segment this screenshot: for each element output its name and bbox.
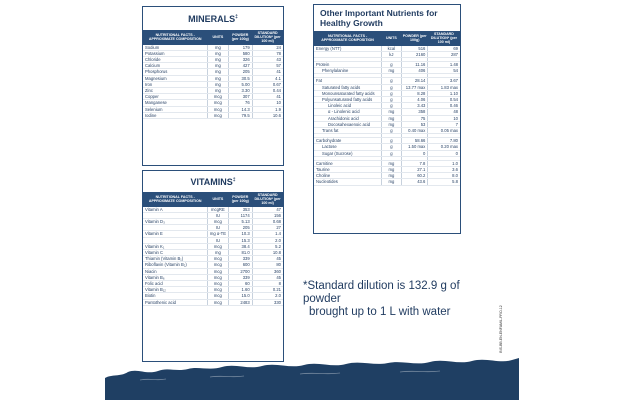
dilution-value: 0.20 max: [428, 144, 460, 150]
unit-cell: mg: [207, 69, 228, 75]
nutrient-name: Sugar (Sucrose): [314, 150, 381, 156]
dilution-value: 2.0: [252, 293, 283, 299]
powder-value: 0: [402, 150, 428, 156]
nutrient-name: Riboflavin (Vitamin B₂): [143, 262, 207, 268]
powder-value: 406: [402, 68, 428, 74]
powder-value: 353: [228, 207, 252, 213]
header-units: UNITS: [207, 30, 228, 45]
vitamins-table: [143, 192, 283, 306]
nutrient-name: Polyunsaturated fatty acids: [314, 97, 381, 103]
nutrient-name: Vitamin E: [143, 231, 207, 237]
powder-value: 179: [228, 45, 252, 51]
header-powder: POWDER (per 100g): [228, 30, 252, 45]
dilution-value: 24: [252, 45, 283, 51]
unit-cell: mg: [381, 121, 401, 127]
unit-cell: g: [381, 78, 401, 84]
unit-cell: mcg: [207, 293, 228, 299]
powder-value: 13.77 max: [402, 84, 428, 90]
unit-cell: mcg: [207, 281, 228, 287]
dilution-value: 0.68: [252, 219, 283, 225]
mineral-row: [143, 112, 283, 118]
nutrient-name: Choline: [314, 173, 381, 179]
header-powder: POWDER (per 100g): [402, 31, 428, 46]
unit-cell: mcg: [207, 94, 228, 100]
nutrient-name: Iron: [143, 81, 207, 87]
unit-cell: IU: [207, 212, 228, 218]
nutrient-name: Saturated fatty acids: [314, 84, 381, 90]
nutrient-name: Fat: [314, 78, 381, 84]
unit-cell: mg: [381, 173, 401, 179]
nutrient-name: Trans fat: [314, 128, 381, 134]
powder-value: 205: [228, 69, 252, 75]
dilution-value: 41: [252, 94, 283, 100]
dilution-value: 10.8: [252, 250, 283, 256]
powder-value: 60: [228, 281, 252, 287]
dilution-value: 156: [252, 212, 283, 218]
dilution-value: 45: [252, 256, 283, 262]
unit-cell: mcg: [207, 106, 228, 112]
unit-cell: mcg: [207, 100, 228, 106]
unit-cell: mcg: [207, 299, 228, 305]
nutrient-name: Protein: [314, 62, 381, 68]
dilution-value: 5.2: [252, 243, 283, 249]
nutrient-name: Calcium: [143, 63, 207, 69]
powder-value: 11.16: [402, 62, 428, 68]
powder-value: 205: [228, 225, 252, 231]
unit-cell: mcg: [207, 112, 228, 118]
powder-value: 516: [402, 46, 428, 52]
dilution-value: 1.4: [252, 231, 283, 237]
nutrients-panel: [313, 4, 461, 234]
unit-cell: g: [381, 103, 401, 109]
unit-cell: mcg: [207, 256, 228, 262]
unit-cell: mcgRE: [207, 207, 228, 213]
unit-cell: g: [381, 150, 401, 156]
minerals-table-header: [143, 30, 283, 45]
vitamins-title: [143, 171, 283, 192]
powder-value: 58.66: [402, 138, 428, 144]
product-code: [496, 300, 506, 360]
powder-value: 0.40 max: [402, 128, 428, 134]
dilution-value: 3.67: [428, 78, 460, 84]
powder-value: 43.6: [402, 179, 428, 185]
powder-value: 27.1: [402, 167, 428, 173]
header-units: UNITS: [207, 192, 228, 207]
nutrient-row: [314, 179, 460, 185]
header-dilution: STANDARD DILUTION* (per 100 ml): [428, 31, 460, 46]
nutrient-name: Nucleotides: [314, 179, 381, 185]
dilution-value: 7.80: [428, 138, 460, 144]
nutrient-name: Potassium: [143, 50, 207, 56]
dilution-value: 10: [428, 115, 460, 121]
unit-cell: mg: [207, 57, 228, 63]
powder-value: 76: [228, 100, 252, 106]
unit-cell: IU: [207, 225, 228, 231]
dilution-value: 4.1: [252, 75, 283, 81]
footnote-line2: brought up to 1 L with water: [309, 306, 451, 318]
nutrient-name: Magnesium: [143, 75, 207, 81]
powder-value: 5.13: [228, 219, 252, 225]
nutrient-name: Docosahexaenoic acid: [314, 121, 381, 127]
wave-highlight: [140, 371, 440, 380]
product-code-text: BIS-BB-EN-ENFAMIL-PRO-12: [499, 305, 503, 353]
nutrient-name: Monounsaturated fatty acids: [314, 90, 381, 96]
powder-value: 15.3: [228, 237, 252, 243]
powder-value: 53: [402, 121, 428, 127]
header-composition: NUTRITIONAL FACTS - APPROXIMATE COMPOSITION: [143, 30, 207, 45]
powder-value: 1.50 max: [402, 144, 428, 150]
unit-cell: kcal: [381, 46, 401, 52]
unit-cell: mg: [381, 160, 401, 166]
nutrients-table: [314, 31, 460, 186]
powder-value: 60.2: [402, 173, 428, 179]
nutrient-name: Vitamin B₆: [143, 274, 207, 280]
powder-value: 75: [402, 115, 428, 121]
nutrient-name: Lactose: [314, 144, 381, 150]
unit-cell: mg: [207, 63, 228, 69]
nutrient-name: Energy (NTT): [314, 46, 381, 52]
nutrient-name: Phenylalanine: [314, 68, 381, 74]
dilution-value: 41: [252, 69, 283, 75]
unit-cell: g: [381, 138, 401, 144]
vitamins-title-text: VITAMINS: [190, 177, 233, 187]
powder-value: 4.06: [402, 97, 428, 103]
unit-cell: mcg: [207, 268, 228, 274]
minerals-title-text: MINERALS: [188, 14, 236, 24]
unit-cell: mcg: [207, 274, 228, 280]
dilution-value: 80: [252, 262, 283, 268]
unit-cell: mg: [207, 88, 228, 94]
unit-cell: mg: [207, 50, 228, 56]
vitamin-row: [143, 299, 283, 305]
header-dilution: STANDARD DILUTION* (per 100 ml): [252, 192, 283, 207]
unit-cell: mg: [381, 167, 401, 173]
standard-dilution-note: [303, 280, 473, 319]
nutrient-name: Linoleic acid: [314, 103, 381, 109]
unit-cell: mg α-TE: [207, 231, 228, 237]
vitamins-table-header: [143, 192, 283, 207]
powder-value: 326: [228, 57, 252, 63]
nutrient-name: Biotin: [143, 293, 207, 299]
powder-value: 339: [228, 256, 252, 262]
unit-cell: g: [381, 128, 401, 134]
dilution-value: 0.05 max: [428, 128, 460, 134]
unit-cell: mg: [381, 109, 401, 115]
nutrient-name: α - Linolenic acid: [314, 109, 381, 115]
dilution-value: 1.9: [252, 106, 283, 112]
minerals-panel: [142, 6, 284, 166]
nutrients-table-header: [314, 31, 460, 46]
powder-value: 1.60: [228, 287, 252, 293]
dilution-value: 0.54: [428, 97, 460, 103]
dilution-value: 69: [428, 46, 460, 52]
minerals-title-mark: ‡: [235, 14, 238, 20]
nutrient-name: Taurine: [314, 167, 381, 173]
nutrient-name: Thiamin (Vitamin B₁): [143, 256, 207, 262]
dilution-value: 5.8: [428, 179, 460, 185]
powder-value: 2700: [228, 268, 252, 274]
nutrient-name: Zinc: [143, 88, 207, 94]
header-composition: NUTRITIONAL FACTS - APPROXIMATE COMPOSITION: [143, 192, 207, 207]
unit-cell: mg: [381, 68, 401, 74]
powder-value: 30.5: [228, 75, 252, 81]
powder-value: 358: [402, 109, 428, 115]
nutrient-name: Vitamin D₃: [143, 219, 207, 225]
dilution-value: 0.67: [252, 81, 283, 87]
nutrients-title-line1: Other Important Nutrients for: [320, 8, 438, 18]
dilution-value: 78: [252, 50, 283, 56]
nutrient-name: Carbohydrate: [314, 138, 381, 144]
nutrient-name: Vitamin A: [143, 207, 207, 213]
dilution-value: 1.10: [428, 90, 460, 96]
powder-value: 3.43: [402, 103, 428, 109]
unit-cell: g: [381, 62, 401, 68]
wave-shape: [105, 358, 519, 400]
dilution-value: 57: [252, 63, 283, 69]
dilution-value: 10.6: [252, 112, 283, 118]
dilution-value: 0.46: [428, 103, 460, 109]
header-dilution: STANDARD DILUTION* (per 100 ml): [252, 30, 283, 45]
unit-cell: mcg: [207, 219, 228, 225]
powder-value: 600: [228, 262, 252, 268]
nutrient-name: Carnitine: [314, 160, 381, 166]
unit-cell: mg: [207, 75, 228, 81]
nutrient-name: Selenium: [143, 106, 207, 112]
dilution-value: 54: [428, 68, 460, 74]
powder-value: 339: [228, 274, 252, 280]
dilution-value: 27: [252, 225, 283, 231]
powder-value: 28.14: [402, 78, 428, 84]
nutrients-title-line2: Healthy Growth: [320, 17, 383, 28]
dilution-value: 2.0: [252, 237, 283, 243]
unit-cell: mg: [207, 250, 228, 256]
nutrient-name: Chloride: [143, 57, 207, 63]
dilution-value: 47: [252, 207, 283, 213]
powder-value: 14.3: [228, 106, 252, 112]
powder-value: 79.5: [228, 112, 252, 118]
unit-cell: mg: [207, 45, 228, 51]
powder-value: 38.4: [228, 243, 252, 249]
header-powder: POWDER (per 100g): [228, 192, 252, 207]
powder-value: 580: [228, 50, 252, 56]
dilution-value: 10: [252, 100, 283, 106]
powder-value: 81.0: [228, 250, 252, 256]
nutrient-name: Vitamin K₁: [143, 243, 207, 249]
dilution-value: 48: [428, 109, 460, 115]
dilution-value: 1.0: [428, 160, 460, 166]
nutrient-name: Sodium: [143, 45, 207, 51]
header-composition: NUTRITIONAL FACTS - APPROXIMATE COMPOSITION: [314, 31, 381, 46]
unit-cell: IU: [207, 237, 228, 243]
powder-value: 3.30: [228, 88, 252, 94]
unit-cell: kJ: [381, 51, 401, 57]
vitamins-title-mark: ‡: [232, 177, 236, 183]
dilution-value: 8.0: [428, 173, 460, 179]
nutrient-name: Iodine: [143, 112, 207, 118]
dilution-value: 330: [252, 299, 283, 305]
minerals-table: [143, 30, 283, 119]
dilution-value: 43: [252, 57, 283, 63]
nutrient-name: Manganese: [143, 100, 207, 106]
unit-cell: g: [381, 90, 401, 96]
powder-value: 15.0: [228, 293, 252, 299]
unit-cell: g: [381, 97, 401, 103]
header-units: UNITS: [381, 31, 401, 46]
powder-value: 427: [228, 63, 252, 69]
nutrient-name: Copper: [143, 94, 207, 100]
nutrient-name: Folic acid: [143, 281, 207, 287]
nutrient-name: Phosphorus: [143, 69, 207, 75]
dilution-value: 1.48: [428, 62, 460, 68]
dilution-value: 0.44: [252, 88, 283, 94]
dilution-value: 3.6: [428, 167, 460, 173]
dilution-value: 0.21: [252, 287, 283, 293]
powder-value: 7.8: [402, 160, 428, 166]
nutrient-name: Vitamin B₁₂: [143, 287, 207, 293]
dilution-value: 8: [252, 281, 283, 287]
vitamins-panel: [142, 170, 284, 362]
nutrient-name: Niacin: [143, 268, 207, 274]
dilution-value: 360: [252, 268, 283, 274]
powder-value: 1174: [228, 212, 252, 218]
minerals-title: [143, 7, 283, 30]
nutrient-name: Arachidonic acid: [314, 115, 381, 121]
unit-cell: mcg: [207, 243, 228, 249]
unit-cell: g: [381, 84, 401, 90]
dilution-value: 45: [252, 274, 283, 280]
dilution-value: 287: [428, 51, 460, 57]
powder-value: 8.28: [402, 90, 428, 96]
dilution-value: 0: [428, 150, 460, 156]
powder-value: 2483: [228, 299, 252, 305]
unit-cell: mg: [381, 179, 401, 185]
powder-value: 2160: [402, 51, 428, 57]
unit-cell: mcg: [207, 262, 228, 268]
nutrient-name: Vitamin C: [143, 250, 207, 256]
unit-cell: g: [381, 144, 401, 150]
dilution-value: 1.83 max: [428, 84, 460, 90]
unit-cell: mg: [207, 81, 228, 87]
unit-cell: mg: [381, 115, 401, 121]
powder-value: 10.3: [228, 231, 252, 237]
nutrient-name: Pantothenic acid: [143, 299, 207, 305]
nutrients-title: [314, 5, 460, 31]
dilution-value: 7: [428, 121, 460, 127]
footnote-line1: *Standard dilution is 132.9 g of powder: [303, 280, 460, 305]
unit-cell: mcg: [207, 287, 228, 293]
powder-value: 5.00: [228, 81, 252, 87]
powder-value: 307: [228, 94, 252, 100]
